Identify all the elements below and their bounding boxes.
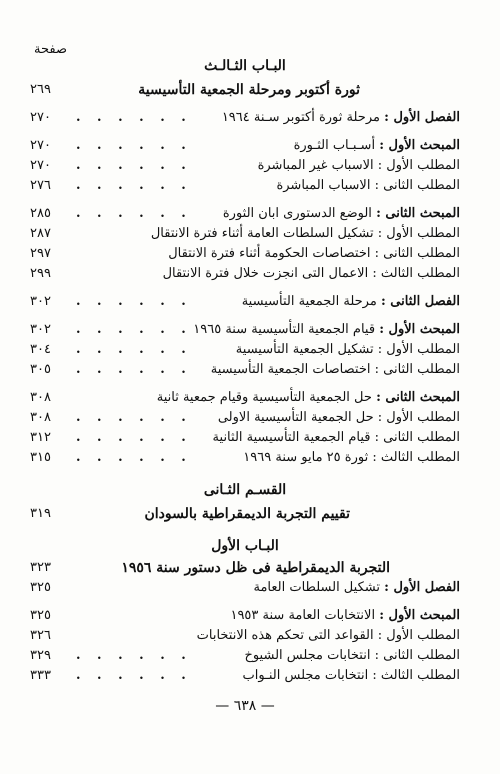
entry-label: المطلب الثالث : [372,266,460,281]
entry-label: المطلب الأول : [377,342,460,357]
entry-label: المطلب الأول : [377,628,460,643]
page-number: ٣٢٩ [30,648,51,663]
entry-text: تشكيل السلطات العامة [253,580,380,595]
toc-entry-subsection [30,176,460,196]
toc-entry-subsection [30,428,460,448]
toc-entry-subsection [30,408,460,428]
toc-entry-section [30,320,460,340]
entry-text: انتخابات مجلس الشيوخ [244,648,371,663]
entry-label: المطلب الثانى : [374,362,460,377]
page-number: ٣٠٨ [30,390,51,405]
page-number: ٣١٩ [30,506,51,521]
toc-entry-subsection [30,360,460,380]
page-number: ٣٢٥ [30,608,51,623]
entry-text: مرحلة ثورة أكتوبر سـنة ١٩٦٤ [221,110,380,125]
page-number: ٢٧٠ [30,138,51,153]
entry-text: اختصاصات الجمعية التأسيسية [210,362,371,377]
table-of-contents [30,40,460,714]
entry-label: المبحث الأول : [379,608,460,623]
section2-title: تقييم التجربة الديمقراطية بالسودان [144,506,350,522]
toc-entry-subsection [30,224,460,244]
toc-entry-subsection [30,264,460,284]
toc-entry-section [30,388,460,408]
page-number: ٣١٢ [30,430,51,445]
page-number: ٣٠٢ [30,294,51,309]
entry-label: المطلب الثانى : [374,178,460,193]
entry-text: قيام الجمعية التأسيسية سنة ١٩٦٥ [193,322,376,337]
leader-dots: . . . . . . [76,138,192,153]
toc-entry-section [30,136,460,156]
entry-text: الاعمال التى انجزت خلال فترة الانتقال [162,266,369,281]
toc-entry-subsection [30,666,460,686]
entry-text: الانتخابات العامة سنة ١٩٥٣ [230,608,376,623]
page-number: ٣٠٨ [30,410,51,425]
entry-text: حل الجمعية التأسيسية وقيام جمعية ثانية [156,390,372,405]
section2-title-row [30,504,460,524]
entry-text: مرحلة الجمعية التأسيسية [241,294,377,309]
leader-dots: . . . . . . [76,450,192,465]
entry-label: الفصل الأول : [384,580,460,595]
entry-label: الفصل الثانى : [380,294,460,309]
footer-page-number: — ٦٣٨ — [215,698,275,714]
page-number: ٣١٥ [30,450,51,465]
page-number: ٢٧٦ [30,178,51,193]
leader-dots: . . . . . . [76,410,192,425]
part1-heading: البـاب الأول [211,538,279,554]
part3-title-row [30,80,460,100]
leader-dots: . . . . . . [76,668,192,683]
entry-label: المطلب الأول : [377,410,460,425]
entry-label: الفصل الأول : [384,110,460,125]
entry-text: الاسباب غير المباشرة [257,158,374,173]
part1-title: التجربة الديمقراطية فى ظل دستور سنة ١٩٥٦ [121,560,390,576]
entry-label: المبحث الثانى : [376,206,460,221]
entry-text: حل الجمعية التأسيسية الاولى [217,410,374,425]
toc-entry-subsection [30,646,460,666]
page-number: ٣٠٤ [30,342,51,357]
entry-label: المبحث الثانى : [376,390,460,405]
entry-label: المطلب الثانى : [374,648,460,663]
leader-dots: . . . . . . [76,362,192,377]
toc-entry-subsection [30,626,460,646]
leader-dots: . . . . . . [76,206,192,221]
page-number: ٣٠٥ [30,362,51,377]
page-number: ٣٣٣ [30,668,51,683]
leader-dots: . . . . . . [76,342,192,357]
entry-label: المطلب الأول : [377,158,460,173]
entry-label: المطلب الثالث : [372,450,460,465]
page-number: ٢٧٠ [30,158,51,173]
part3-heading: البـاب الثـالـث [204,58,286,74]
entry-text: اختصاصات الحكومة أثناء فترة الانتقال [168,246,371,261]
toc-entry-section [30,204,460,224]
page-number: ٣٢٥ [30,580,51,595]
toc-entry-subsection [30,156,460,176]
section2-heading: القسـم الثـانى [203,482,287,498]
entry-text: قيام الجمعية التأسيسية الثانية [212,430,371,445]
entry-text: الوضع الدستورى ابان الثورة [222,206,372,221]
leader-dots: . . . . . . [76,294,192,309]
toc-entry-chapter [30,292,460,312]
page-number: ٣٠٢ [30,322,51,337]
entry-label: المبحث الأول : [379,138,460,153]
entry-text: تشكيل الجمعية التأسيسية [235,342,374,357]
entry-text: انتخابات مجلس النـواب [242,668,369,683]
entry-text: أسـبـاب الثـورة [293,138,376,153]
part1-title-row [30,558,460,578]
toc-entry-section [30,606,460,626]
entry-label: المطلب الثانى : [374,430,460,445]
leader-dots: . . . . . . [76,158,192,173]
toc-entry-subsection [30,448,460,468]
page-number: ٣٢٣ [30,560,51,575]
page-number: ٢٧٠ [30,110,51,125]
toc-entry-chapter [30,578,460,598]
leader-dots: . . . . . . [76,648,192,663]
part3-title: ثورة أكتوبر ومرحلة الجمعية التأسيسية [138,82,360,98]
entry-label: المبحث الأول : [379,322,460,337]
page-number: ٢٨٥ [30,206,51,221]
entry-label: المطلب الأول : [377,226,460,241]
page-number: ٢٦٩ [30,82,51,97]
entry-text: تشكيل السلطات العامة أثناء فترة الانتقال [150,226,374,241]
page-number: ٢٩٧ [30,246,51,261]
page-column-label: صفحة [34,42,67,57]
entry-label: المطلب الثالث : [372,668,460,683]
leader-dots: . . . . . . [76,430,192,445]
leader-dots: . . . . . . [76,110,192,125]
leader-dots: . . . . . . [76,178,192,193]
toc-entry-chapter [30,108,460,128]
entry-label: المطلب الثانى : [374,246,460,261]
page-number: ٢٩٩ [30,266,51,281]
page-number: ٢٨٧ [30,226,51,241]
page-number: ٣٢٦ [30,628,51,643]
entry-text: ثورة ٢٥ مايو سنة ١٩٦٩ [243,450,369,465]
leader-dots: . . . . . . [76,322,192,337]
entry-text: القواعد التى تحكم هذه الانتخابات [196,628,374,643]
toc-entry-subsection [30,244,460,264]
toc-entry-subsection [30,340,460,360]
entry-text: الاسباب المباشرة [276,178,371,193]
